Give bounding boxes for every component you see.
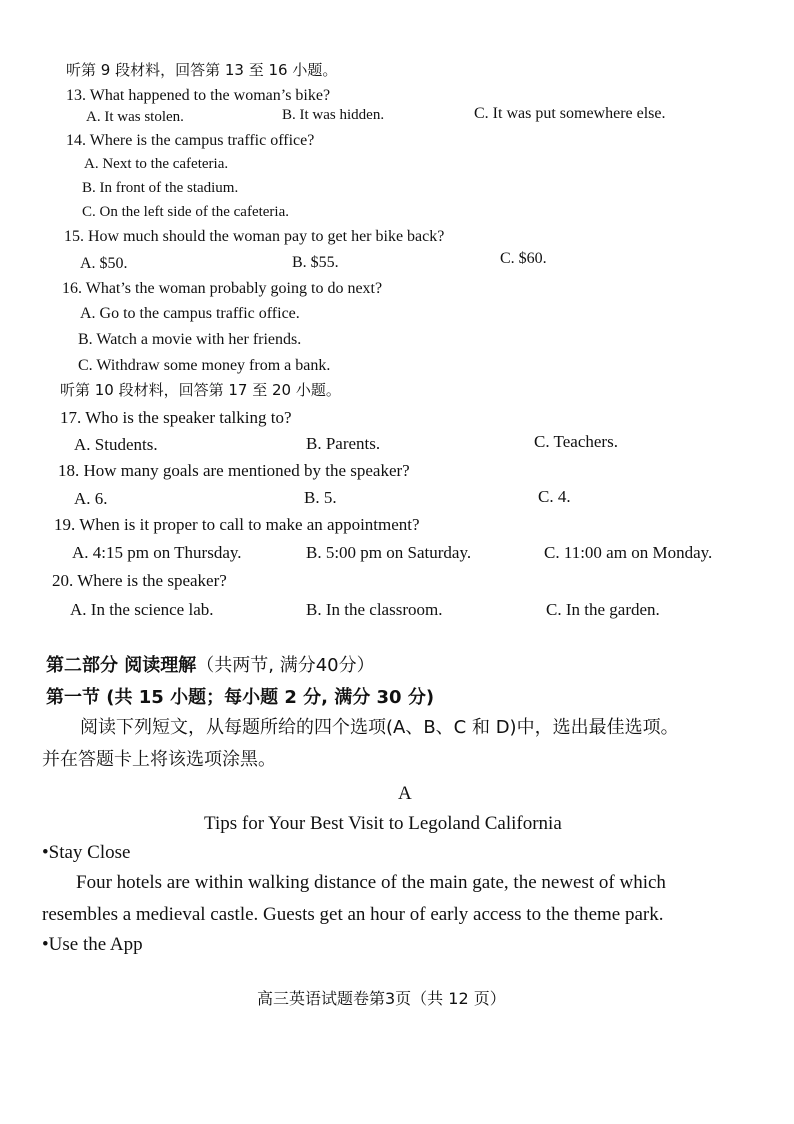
q14-option-a: A. Next to the cafeteria. <box>84 156 229 172</box>
q17-option-b: B. Parents. <box>306 434 381 453</box>
part-two-note: （共两节, 满分40分） <box>196 655 375 676</box>
q16-option-a: A. Go to the campus traffic office. <box>80 305 300 322</box>
question-15: 15. How much should the woman pay to get her bike back? <box>64 228 445 245</box>
part-two-heading <box>46 657 375 675</box>
q17-option-a: A. Students. <box>74 435 158 454</box>
q18-option-b: B. 5. <box>304 488 337 507</box>
question-14: 14. Where is the campus traffic office? <box>66 132 315 149</box>
question-13: 13. What happened to the woman’s bike? <box>66 87 331 104</box>
question-18: 18. How many goals are mentioned by the speaker? <box>58 461 410 480</box>
section-10-header: 听第 10 段材料，回答第 17 至 20 小题。 <box>60 381 341 399</box>
q17-option-c: C. Teachers. <box>534 432 618 451</box>
q20-option-a: A. In the science lab. <box>70 600 214 619</box>
q13-option-a: A. It was stolen. <box>86 109 184 125</box>
tip-1-line-1: Four hotels are within walking distance of the main gate, the newest of which <box>76 872 666 893</box>
question-16: 16. What’s the woman probably going to do next? <box>62 280 383 297</box>
q14-option-b: B. In front of the stadium. <box>82 180 239 196</box>
q20-option-b: B. In the classroom. <box>306 600 443 619</box>
question-20: 20. Where is the speaker? <box>52 571 227 590</box>
q16-option-b: B. Watch a movie with her friends. <box>78 331 302 348</box>
q15-option-b: B. $55. <box>292 254 339 271</box>
passage-title: Tips for Your Best Visit to Legoland California <box>204 813 562 834</box>
tip-2-heading: •Use the App <box>42 934 143 955</box>
passage-letter: A <box>398 783 412 804</box>
section-one-heading: 第一节 (共 15 小题；每小题 2 分, 满分 30 分) <box>46 687 435 708</box>
q13-option-c: C. It was put somewhere else. <box>474 105 666 122</box>
q16-option-c: C. Withdraw some money from a bank. <box>78 357 331 374</box>
part-two-title: 第二部分 阅读理解 <box>46 655 197 676</box>
q19-option-a: A. 4:15 pm on Thursday. <box>72 543 242 562</box>
q13-option-b: B. It was hidden. <box>282 107 385 123</box>
question-19: 19. When is it proper to call to make an appointment? <box>54 515 420 534</box>
instruction-line-1: 阅读下列短文，从每题所给的四个选项(A、B、C 和 D)中，选出最佳选项。 <box>80 717 679 738</box>
q19-option-b: B. 5:00 pm on Saturday. <box>306 543 472 562</box>
q18-option-a: A. 6. <box>74 489 108 508</box>
section-9-header: 听第 9 段材料，回答第 13 至 16 小题。 <box>66 61 338 79</box>
tip-1-heading: •Stay Close <box>42 842 131 863</box>
tip-1-line-2: resembles a medieval castle. Guests get an hour of early access to the theme park. <box>42 904 664 925</box>
instruction-line-2: 并在答题卡上将该选项涂黑。 <box>42 749 276 770</box>
q20-option-c: C. In the garden. <box>546 600 660 619</box>
q14-option-c: C. On the left side of the cafeteria. <box>82 204 289 220</box>
question-17: 17. Who is the speaker talking to? <box>60 408 292 427</box>
page-footer: 高三英语试题卷第3页（共 12 页） <box>257 989 506 1008</box>
q15-option-c: C. $60. <box>500 250 547 267</box>
q15-option-a: A. $50. <box>80 255 128 272</box>
q19-option-c: C. 11:00 am on Monday. <box>544 543 713 562</box>
q18-option-c: C. 4. <box>538 487 571 506</box>
